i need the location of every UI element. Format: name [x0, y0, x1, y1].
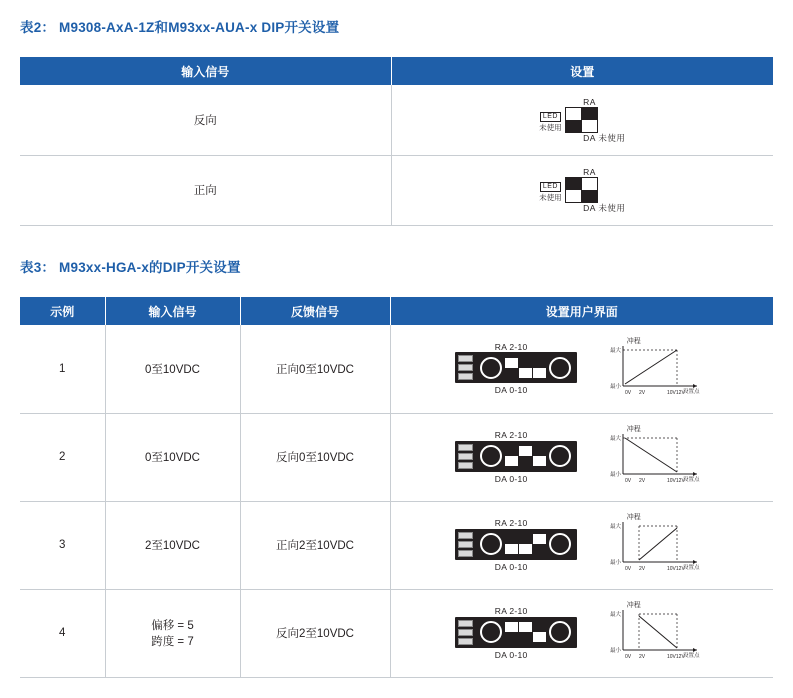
cell-input-span: 跨度 = 7	[151, 636, 194, 648]
terminal-block-icon	[458, 355, 473, 380]
dip-switch-position-1	[505, 534, 518, 554]
stroke-vs-setpoint-plot	[601, 514, 709, 576]
column-header-example: 示例	[20, 297, 105, 325]
dip-label-da: DA 0-10	[494, 649, 528, 660]
svg-text:10V12V: 10V12V	[666, 478, 685, 484]
cell-example-index: 3	[20, 501, 105, 589]
dip-switch-position-2	[519, 534, 532, 554]
cell-input-signal: 正向	[20, 155, 391, 225]
dip-switch-table-2	[20, 297, 773, 678]
cell-setting	[391, 85, 773, 155]
cell-feedback-signal: 反向0至10VDC	[240, 413, 390, 501]
table2-caption: 表3： M93xx-HGA-x的DIP开关设置	[20, 260, 241, 275]
cell-example-index: 2	[20, 413, 105, 501]
cell-setting	[391, 155, 773, 225]
svg-text:2V: 2V	[638, 389, 645, 396]
svg-text:最小: 最小	[609, 560, 621, 566]
column-header-input-signal: 输入信号	[105, 297, 240, 325]
svg-text:最小: 最小	[609, 648, 621, 654]
svg-text:0V: 0V	[624, 478, 631, 484]
dip-switch-position-3	[533, 446, 546, 466]
dip-label-ra: RA	[583, 166, 596, 177]
dip-switch-position-3	[533, 358, 546, 378]
terminal-block-icon	[458, 620, 473, 645]
cell-feedback-signal: 正向2至10VDC	[240, 501, 390, 589]
stroke-vs-setpoint-plot	[601, 338, 709, 400]
cell-input-signal: 2至10VDC	[105, 501, 240, 589]
svg-text:设置点: 设置点	[682, 565, 700, 571]
svg-text:最大: 最大	[609, 524, 621, 530]
svg-text:0V: 0V	[624, 654, 631, 660]
table-row	[20, 85, 773, 155]
cell-setting-ui	[390, 325, 773, 413]
led-block	[539, 179, 562, 203]
potentiometer-icon-right	[549, 621, 571, 643]
dip-switch-position-2	[519, 446, 532, 466]
table-row	[20, 501, 773, 589]
dip-label-da: DA 0-10	[494, 385, 528, 396]
dip-switch-position-1	[566, 108, 582, 132]
dip-switch-position-1	[566, 178, 582, 202]
svg-text:10V12V: 10V12V	[666, 654, 685, 660]
column-header-input-signal: 输入信号	[20, 57, 391, 85]
column-header-setting-ui: 设置用户界面	[390, 297, 773, 325]
plot-title: 冲程	[626, 337, 641, 345]
cell-setting-ui	[390, 413, 773, 501]
svg-text:设置点: 设置点	[682, 477, 700, 483]
dip-switch-body	[505, 622, 546, 642]
led-chip-label: LED	[540, 112, 561, 122]
plot-title: 冲程	[626, 426, 641, 433]
table-row	[20, 155, 773, 225]
svg-text:2V: 2V	[638, 566, 645, 572]
dip-switch-graphic	[455, 518, 577, 571]
table-row	[20, 413, 773, 501]
dip-switch-body	[565, 177, 598, 203]
dip-switch-position-2	[519, 622, 532, 642]
cell-example-index: 4	[20, 589, 105, 677]
dip-label-ra: RA	[583, 96, 596, 107]
dip-switch-body	[505, 534, 546, 554]
dip-switch-table-1	[20, 57, 773, 226]
dip-switch-position-1	[505, 622, 518, 642]
table-header-row	[20, 57, 773, 85]
dip-label-da: DA 未使用	[583, 132, 626, 143]
svg-text:0V: 0V	[624, 389, 631, 396]
dip-label-ra: RA 2-10	[494, 430, 528, 441]
led-unused-label: 未使用	[539, 193, 562, 203]
dip-switch-graphic	[539, 166, 625, 214]
terminal-block-icon	[458, 532, 473, 557]
table1-caption: 表2： M9308-AxA-1Z和M93xx-AUA-x DIP开关设置	[20, 20, 340, 35]
terminal-block-icon	[458, 444, 473, 469]
dip-switch-position-2	[582, 108, 597, 132]
svg-text:10V12V: 10V12V	[666, 566, 685, 572]
svg-text:设置点: 设置点	[682, 388, 700, 395]
dip-label-ra: RA 2-10	[494, 342, 528, 353]
plot-title: 冲程	[626, 514, 641, 521]
dip-switch-graphic	[539, 96, 625, 144]
column-header-setting: 设置	[391, 57, 773, 85]
dip-switch-body	[565, 107, 598, 133]
dip-switch-position-3	[533, 622, 546, 642]
column-header-feedback-signal: 反馈信号	[240, 297, 390, 325]
svg-text:0V: 0V	[624, 566, 631, 572]
potentiometer-icon-left	[480, 533, 502, 555]
dip-label-da: DA 0-10	[494, 561, 528, 572]
led-unused-label: 未使用	[539, 122, 562, 132]
cell-setting-ui	[390, 501, 773, 589]
dip-label-da: DA 未使用	[583, 203, 626, 214]
svg-text:最大: 最大	[609, 612, 621, 618]
dip-switch-body	[505, 446, 546, 466]
svg-text:设置点: 设置点	[682, 653, 700, 659]
svg-text:最小: 最小	[609, 383, 621, 390]
dip-switch-graphic	[455, 606, 577, 659]
led-block	[539, 109, 562, 133]
cell-input-signal: 0至10VDC	[105, 413, 240, 501]
dip-switch-position-2	[582, 178, 597, 202]
dip-switch-position-3	[533, 534, 546, 554]
potentiometer-icon-left	[480, 621, 502, 643]
svg-text:2V: 2V	[638, 478, 645, 484]
potentiometer-icon-left	[480, 445, 502, 467]
plot-title: 冲程	[626, 602, 641, 609]
cell-input-signal: 反向	[20, 85, 391, 155]
potentiometer-icon-right	[549, 445, 571, 467]
potentiometer-icon-left	[480, 357, 502, 379]
dip-label-ra: RA 2-10	[494, 606, 528, 617]
potentiometer-icon-right	[549, 357, 571, 379]
potentiometer-icon-right	[549, 533, 571, 555]
dip-switch-graphic	[455, 342, 577, 395]
cell-setting-ui	[390, 589, 773, 677]
dip-switch-position-2	[519, 358, 532, 378]
table-row	[20, 325, 773, 413]
dip-label-da: DA 0-10	[494, 473, 528, 484]
svg-text:最大: 最大	[609, 347, 621, 354]
cell-input-signal	[105, 589, 240, 677]
dip-switch-body	[505, 358, 546, 378]
cell-input-offset: 偏移 = 5	[151, 620, 194, 632]
cell-feedback-signal: 反向2至10VDC	[240, 589, 390, 677]
svg-text:2V: 2V	[638, 654, 645, 660]
dip-switch-position-1	[505, 358, 518, 378]
cell-example-index: 1	[20, 325, 105, 413]
stroke-vs-setpoint-plot	[601, 602, 709, 664]
svg-text:10V12V: 10V12V	[666, 389, 685, 396]
dip-switch-graphic	[455, 430, 577, 483]
svg-text:最大: 最大	[609, 436, 621, 442]
led-chip-label: LED	[540, 182, 561, 192]
svg-text:最小: 最小	[609, 472, 621, 478]
table-header-row	[20, 297, 773, 325]
dip-label-ra: RA 2-10	[494, 518, 528, 529]
cell-feedback-signal: 正向0至10VDC	[240, 325, 390, 413]
cell-input-signal: 0至10VDC	[105, 325, 240, 413]
table-row	[20, 589, 773, 677]
stroke-vs-setpoint-plot	[601, 426, 709, 488]
dip-switch-position-1	[505, 446, 518, 466]
